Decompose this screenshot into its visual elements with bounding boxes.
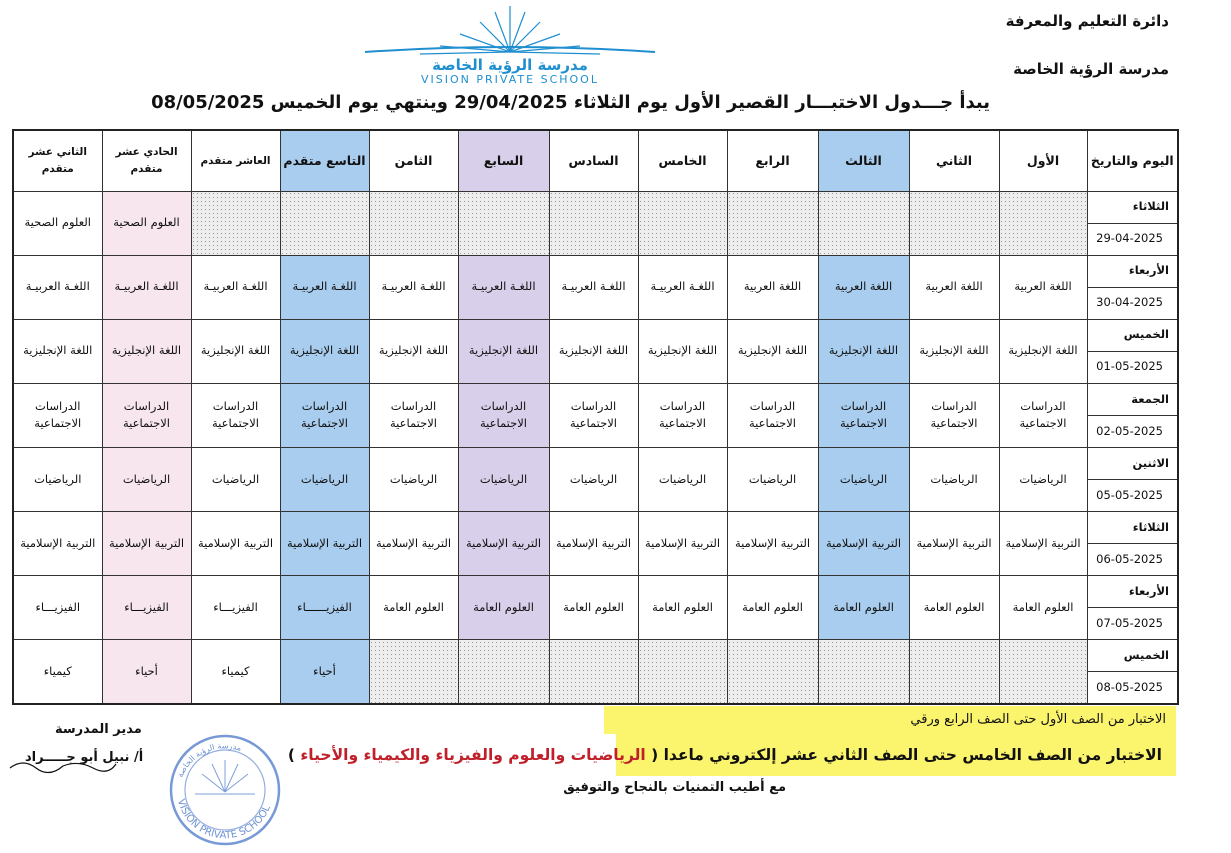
- schedule-cell: الدراسات الاجتماعية: [13, 383, 102, 447]
- note-excluded-subjects: الرياضيات والعلوم والفيزياء والكيمياء والأحياء: [300, 746, 652, 764]
- schedule-cell: الرياضيات: [818, 448, 909, 512]
- schedule-cell: اللغة الإنجليزية: [638, 319, 727, 383]
- schedule-cell: الرياضيات: [191, 448, 280, 512]
- schedule-cell: [999, 640, 1087, 704]
- schedule-cell: اللغة الإنجليزية: [999, 319, 1087, 383]
- schedule-cell: [369, 191, 458, 255]
- schedule-cell: العلوم العامة: [818, 576, 909, 640]
- schedule-cell: [458, 640, 549, 704]
- column-header: اليوم والتاريخ: [1087, 130, 1178, 191]
- schedule-cell: العلوم الصحية: [102, 191, 191, 255]
- schedule-cell: الرياضيات: [909, 448, 999, 512]
- logo-english-text: VISION PRIVATE SCHOOL: [421, 73, 599, 86]
- schedule-cell: [638, 191, 727, 255]
- schedule-cell: كيمياء: [13, 640, 102, 704]
- stamp-arabic-text: مدرسة الرؤية الخاصة: [175, 741, 243, 779]
- schedule-cell: الرياضيات: [727, 448, 818, 512]
- schedule-cell: اللغة الإنجليزية: [369, 319, 458, 383]
- schedule-cell: الدراسات الاجتماعية: [909, 383, 999, 447]
- schedule-cell: اللغة العربية: [909, 255, 999, 319]
- date-cell: 30-04-2025: [1087, 287, 1178, 319]
- schedule-cell: اللغـة العربيـة: [549, 255, 638, 319]
- schedule-cell: الدراسات الاجتماعية: [458, 383, 549, 447]
- schedule-cell: الرياضيات: [999, 448, 1087, 512]
- note-electronic-prefix: الاختبار من الصف الخامس حتى الصف الثاني عشر إلكتروني ماعدا (: [651, 746, 1162, 764]
- schedule-cell: [727, 640, 818, 704]
- schedule-cell: التربية الإسلامية: [458, 512, 549, 576]
- schedule-cell: الدراسات الاجتماعية: [280, 383, 369, 447]
- schedule-cell: [909, 191, 999, 255]
- date-cell: 29-04-2025: [1087, 223, 1178, 255]
- schedule-cell: العلوم العامة: [909, 576, 999, 640]
- schedule-cell: التربية الإسلامية: [999, 512, 1087, 576]
- schedule-cell: اللغـة العربيـة: [280, 255, 369, 319]
- schedule-cell: اللغـة العربيـة: [102, 255, 191, 319]
- day-cell: الجمعة: [1087, 383, 1178, 415]
- schedule-cell: التربية الإسلامية: [818, 512, 909, 576]
- schedule-cell: [280, 191, 369, 255]
- schedule-cell: [549, 640, 638, 704]
- schedule-cell: الدراسات الاجتماعية: [549, 383, 638, 447]
- schedule-cell: [638, 640, 727, 704]
- schedule-cell: اللغة الإنجليزية: [280, 319, 369, 383]
- table-row: [13, 448, 1178, 480]
- schedule-cell: اللغة الإنجليزية: [13, 319, 102, 383]
- school-logo: [345, 4, 675, 86]
- schedule-cell: [191, 191, 280, 255]
- schedule-cell: العلوم العامة: [549, 576, 638, 640]
- day-cell: الثلاثاء: [1087, 512, 1178, 544]
- note-electronic-exam: [287, 734, 1176, 776]
- date-cell: 01-05-2025: [1087, 351, 1178, 383]
- schedule-cell: التربية الإسلامية: [638, 512, 727, 576]
- schedule-cell: الفيزيـــاء: [191, 576, 280, 640]
- schedule-cell: اللغة الإنجليزية: [458, 319, 549, 383]
- schedule-cell: الدراسات الاجتماعية: [999, 383, 1087, 447]
- column-header: الثامن: [369, 130, 458, 191]
- schedule-cell: العلوم العامة: [727, 576, 818, 640]
- schedule-cell: العلوم العامة: [458, 576, 549, 640]
- principal-name: أ/ نبيل أبو جـــــراد: [25, 750, 144, 765]
- table-row: [13, 640, 1178, 672]
- schedule-cell: الرياضيات: [369, 448, 458, 512]
- schedule-cell: اللغـة العربيـة: [13, 255, 102, 319]
- schedule-cell: اللغة العربية: [999, 255, 1087, 319]
- schedule-cell: التربية الإسلامية: [727, 512, 818, 576]
- schedule-cell: [818, 640, 909, 704]
- table-row: [13, 191, 1178, 223]
- day-cell: الثلاثاء: [1087, 191, 1178, 223]
- table-row: [13, 255, 1178, 287]
- column-header: الثالث: [818, 130, 909, 191]
- schedule-cell: اللغة العربية: [727, 255, 818, 319]
- day-cell: الخميس: [1087, 319, 1178, 351]
- schedule-cell: كيمياء: [191, 640, 280, 704]
- table-header-row: [13, 130, 1178, 191]
- table-row: [13, 576, 1178, 608]
- schedule-cell: العلوم العامة: [638, 576, 727, 640]
- page-title: يبدأ جـــدول الاختبـــار القصير الأول يوم الثلاثاء 29/04/2025 وينتهي يوم الخميس 08/05/2025: [151, 92, 990, 113]
- exam-schedule-table: [12, 129, 1179, 705]
- schedule-cell: الدراسات الاجتماعية: [369, 383, 458, 447]
- schedule-cell: الفيزيـــاء: [13, 576, 102, 640]
- schedule-cell: الفيزيــــــاء: [280, 576, 369, 640]
- schedule-cell: الرياضيات: [458, 448, 549, 512]
- schedule-cell: اللغة الإنجليزية: [549, 319, 638, 383]
- schedule-cell: [549, 191, 638, 255]
- schedule-cell: أحياء: [102, 640, 191, 704]
- column-header: العاشر متقدم: [191, 130, 280, 191]
- closing-wish: مع أطيب التمنيات بالنجاح والتوفيق: [563, 780, 786, 795]
- schedule-cell: [999, 191, 1087, 255]
- schedule-cell: [909, 640, 999, 704]
- column-header: الثاني: [909, 130, 999, 191]
- school-name: مدرسة الرؤية الخاصة: [1013, 60, 1169, 78]
- schedule-cell: التربية الإسلامية: [13, 512, 102, 576]
- schedule-cell: الفيزيـــاء: [102, 576, 191, 640]
- schedule-cell: التربية الإسلامية: [191, 512, 280, 576]
- column-header: الأول: [999, 130, 1087, 191]
- schedule-cell: التربية الإسلامية: [549, 512, 638, 576]
- schedule-cell: اللغة الإنجليزية: [727, 319, 818, 383]
- schedule-cell: اللغة العربية: [818, 255, 909, 319]
- date-cell: 06-05-2025: [1087, 544, 1178, 576]
- schedule-cell: اللغـة العربيـة: [458, 255, 549, 319]
- column-header: الخامس: [638, 130, 727, 191]
- schedule-cell: التربية الإسلامية: [102, 512, 191, 576]
- schedule-cell: اللغة الإنجليزية: [818, 319, 909, 383]
- table-row: [13, 512, 1178, 544]
- schedule-cell: الدراسات الاجتماعية: [191, 383, 280, 447]
- day-cell: الأربعاء: [1087, 576, 1178, 608]
- day-cell: الخميس: [1087, 640, 1178, 672]
- signature: [8, 756, 118, 776]
- stamp-english-text: VISION PRIVATE SCHOOL: [174, 797, 273, 842]
- note-paper-exam: الاختبار من الصف الأول حتى الصف الرابع ورقي: [604, 706, 1176, 734]
- schedule-cell: الرياضيات: [638, 448, 727, 512]
- schedule-cell: أحياء: [280, 640, 369, 704]
- schedule-cell: الرياضيات: [549, 448, 638, 512]
- schedule-cell: التربية الإسلامية: [280, 512, 369, 576]
- date-cell: 07-05-2025: [1087, 608, 1178, 640]
- schedule-cell: التربية الإسلامية: [369, 512, 458, 576]
- schedule-cell: اللغة الإنجليزية: [191, 319, 280, 383]
- schedule-cell: اللغة الإنجليزية: [909, 319, 999, 383]
- day-cell: الاثنين: [1087, 448, 1178, 480]
- logo-arabic-text: مدرسة الرؤية الخاصة: [432, 56, 588, 74]
- schedule-cell: الدراسات الاجتماعية: [102, 383, 191, 447]
- schedule-cell: الرياضيات: [280, 448, 369, 512]
- schedule-cell: العلوم العامة: [999, 576, 1087, 640]
- date-cell: 02-05-2025: [1087, 415, 1178, 447]
- column-header: الحادي عشر متقدم: [102, 130, 191, 191]
- day-cell: الأربعاء: [1087, 255, 1178, 287]
- column-header: السابع: [458, 130, 549, 191]
- school-stamp: [160, 730, 290, 850]
- schedule-cell: الرياضيات: [102, 448, 191, 512]
- principal-title: مدير المدرسة: [55, 722, 142, 737]
- column-header: السادس: [549, 130, 638, 191]
- note-electronic-suffix: ): [287, 746, 301, 764]
- schedule-cell: الدراسات الاجتماعية: [727, 383, 818, 447]
- table-row: [13, 319, 1178, 351]
- schedule-cell: التربية الإسلامية: [909, 512, 999, 576]
- schedule-cell: اللغـة العربيـة: [191, 255, 280, 319]
- schedule-cell: العلوم العامة: [369, 576, 458, 640]
- department-name: دائرة التعليم والمعرفة: [1005, 12, 1169, 30]
- schedule-cell: الرياضيات: [13, 448, 102, 512]
- column-header: التاسع متقدم: [280, 130, 369, 191]
- schedule-cell: [369, 640, 458, 704]
- schedule-cell: اللغـة العربيـة: [369, 255, 458, 319]
- schedule-cell: [458, 191, 549, 255]
- schedule-cell: الدراسات الاجتماعية: [818, 383, 909, 447]
- column-header: الرابع: [727, 130, 818, 191]
- schedule-cell: [818, 191, 909, 255]
- schedule-cell: اللغـة العربيـة: [638, 255, 727, 319]
- column-header: الثاني عشر متقدم: [13, 130, 102, 191]
- table-row: [13, 383, 1178, 415]
- schedule-cell: اللغة الإنجليزية: [102, 319, 191, 383]
- date-cell: 05-05-2025: [1087, 480, 1178, 512]
- schedule-cell: [727, 191, 818, 255]
- schedule-cell: العلوم الصحية: [13, 191, 102, 255]
- date-cell: 08-05-2025: [1087, 672, 1178, 704]
- schedule-cell: الدراسات الاجتماعية: [638, 383, 727, 447]
